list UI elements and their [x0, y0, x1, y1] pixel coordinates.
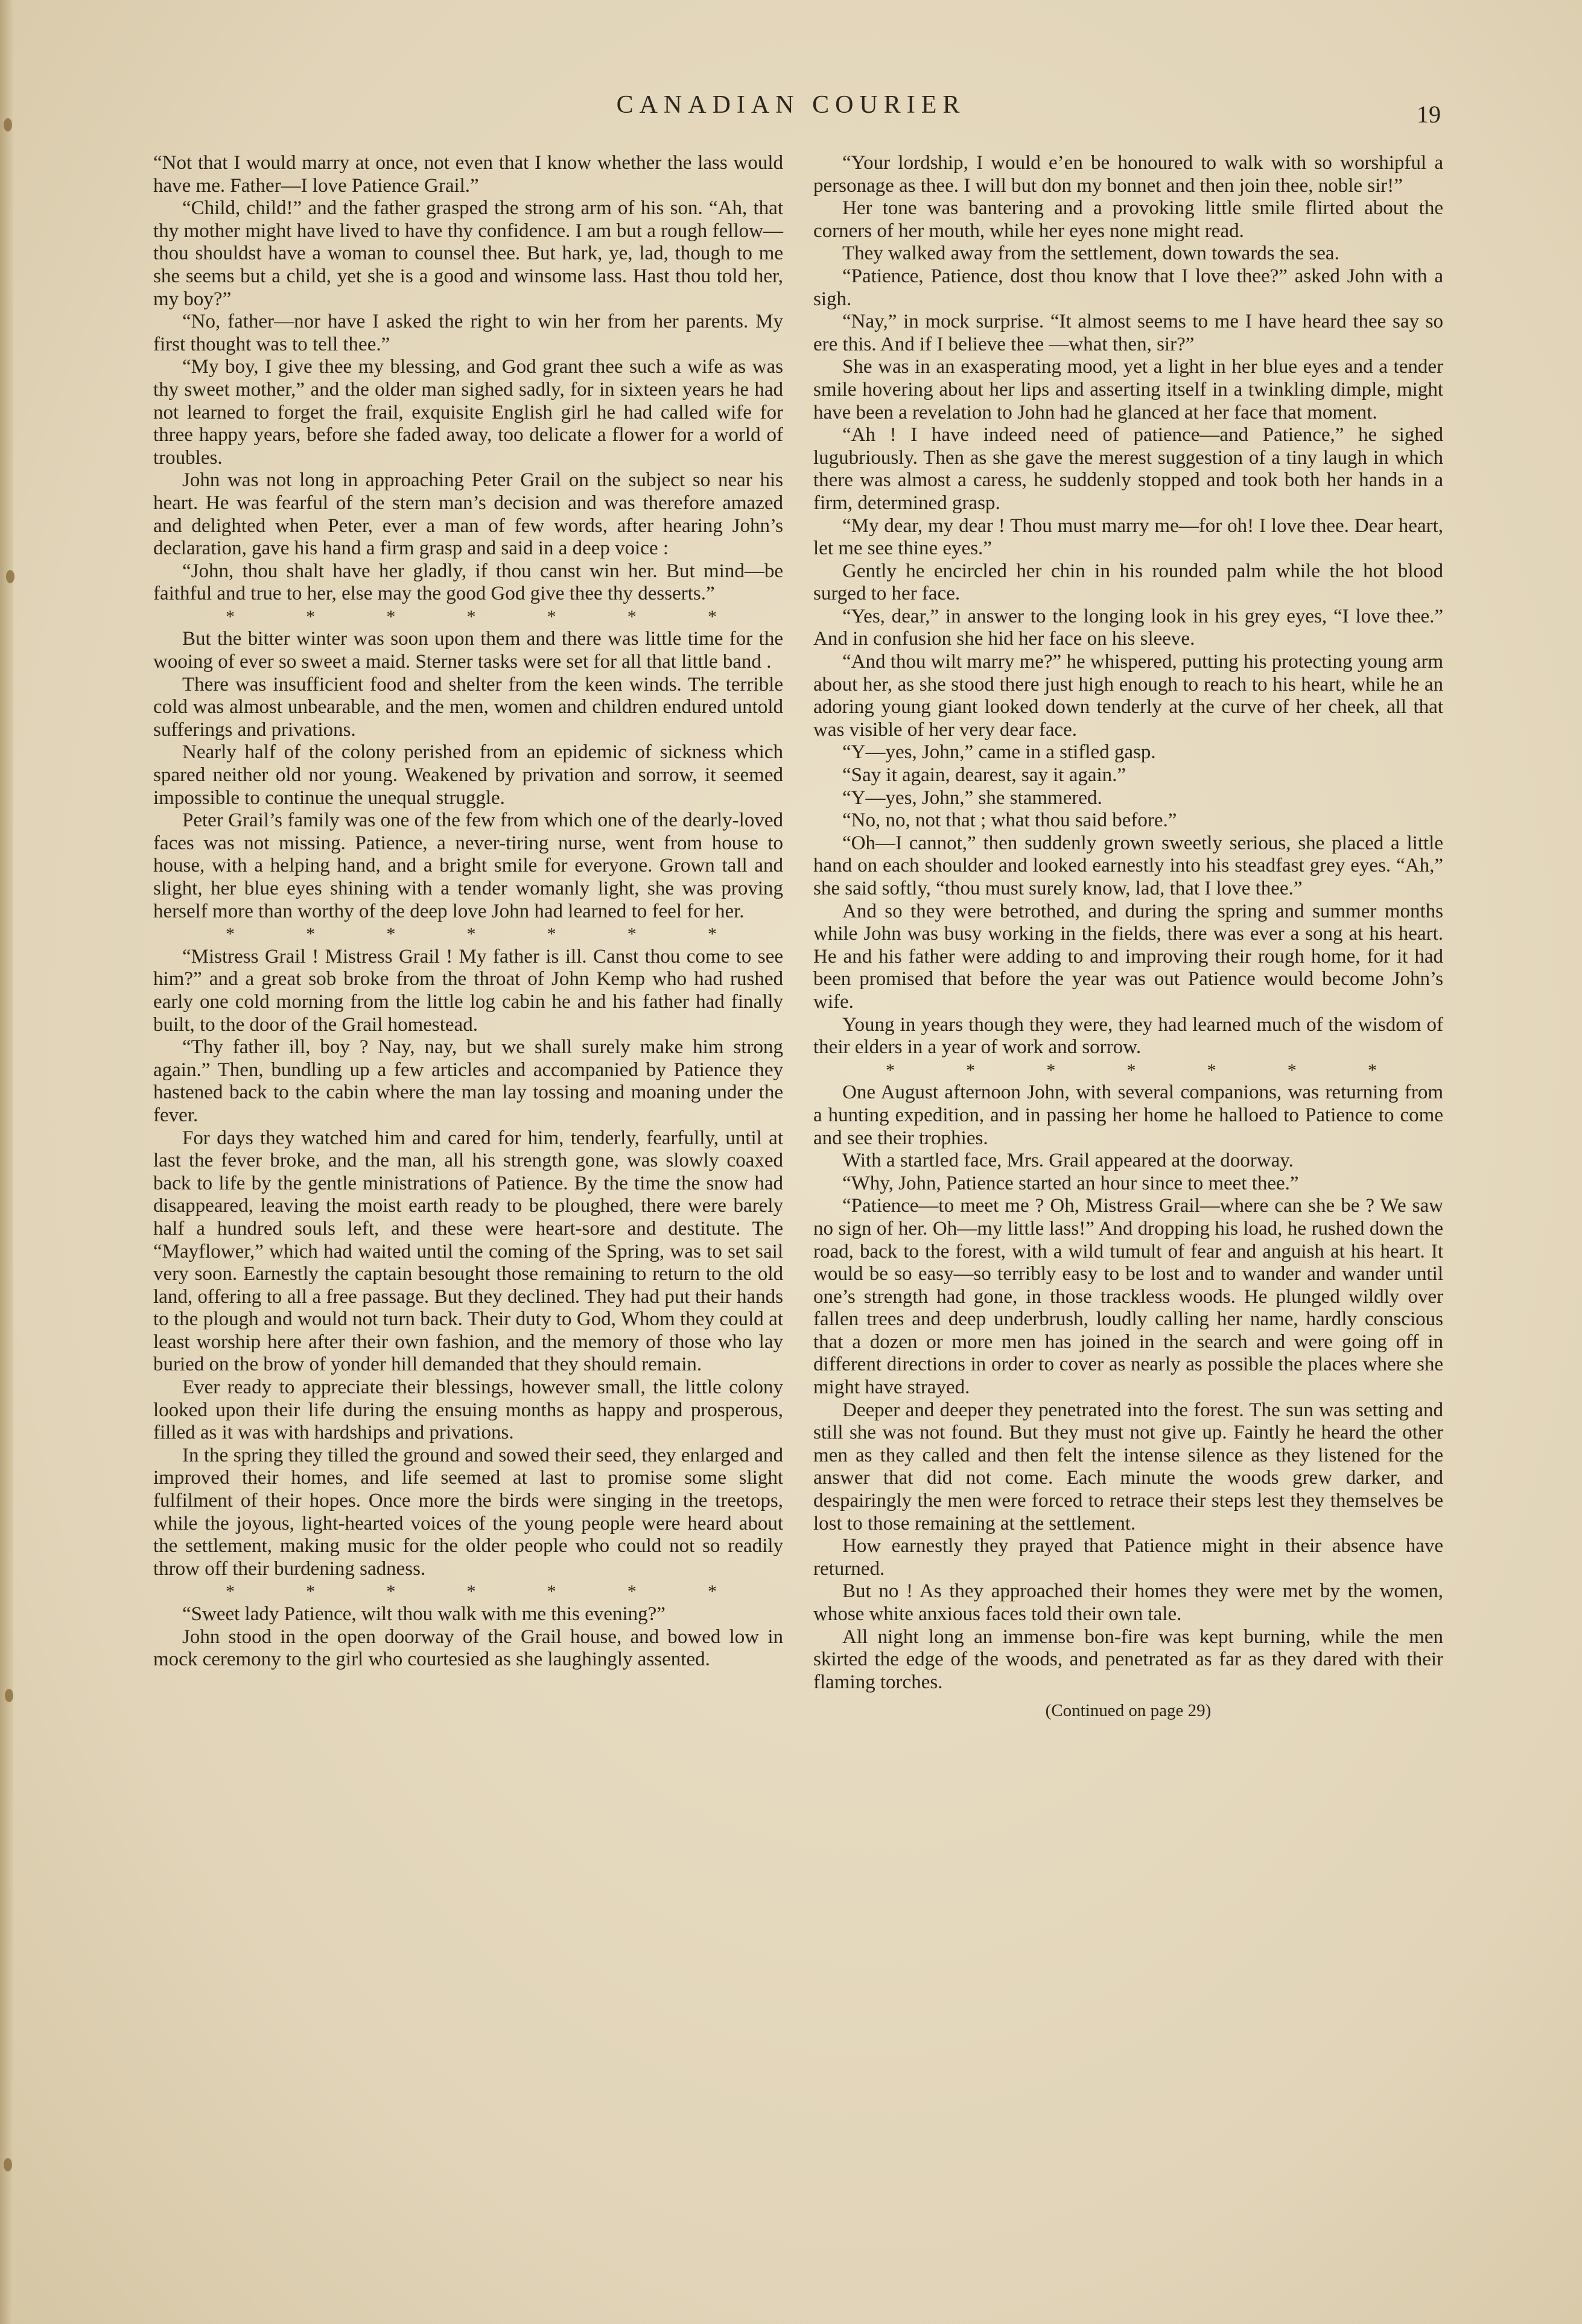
paragraph: Deeper and deeper they penetrated into the forest. The sun was setting and still she was not found. But they must not give up. Faintly he heard the other men as they called and then felt the intense silence as they listened for the answer that did not come. Each minute the woods grew darker, and despairingly the men were forced to retrace their steps lest they themselves be lost to those remaining at the settlement.: [813, 1399, 1443, 1534]
paragraph: “My dear, my dear ! Thou must marry me—for oh! I love thee. Dear heart, let me see thine eyes.”: [813, 515, 1443, 560]
paragraph: “Oh—I cannot,” then suddenly grown sweetly serious, she placed a little hand on each shoulder and looked earnestly into his steadfast grey eyes. “Ah,” she said softly, “thou must surely know, lad, that I love thee.”: [813, 832, 1443, 899]
paragraph: One August afternoon John, with several companions, was returning from a hunting expedition, and in passing her home he halloed to Patience to come and see their trophies.: [813, 1081, 1443, 1149]
paragraph: Ever ready to appreciate their blessings, however small, the little colony looked upon their life during the ensuing months as happy and prosperous, filled as it was with hardships and privations.: [153, 1376, 783, 1444]
paragraph: In the spring they tilled the ground and sowed their seed, they enlarged and improved their homes, and life seemed at last to promise some slight fulfilment of their hopes. Once more the birds were singing in the treetops, while the joyous, light-hearted voices of the young people were heard about the settlement, making music for the older people who could not so readily throw off their burdening sadness.: [153, 1444, 783, 1580]
paragraph: And so they were betrothed, and during the spring and summer months while John was busy working in the fields, there was ever a song at his heart. He and his father were adding to and improving their rough home, for it had been promised that before the year was out Patience would become John’s wife.: [813, 900, 1443, 1013]
paragraph: John stood in the open doorway of the Grail house, and bowed low in mock ceremony to the girl who courtesied as she laughingly assented.: [153, 1626, 783, 1671]
paragraph: But no ! As they approached their homes they were met by the women, whose white anxious faces told their own tale.: [813, 1580, 1443, 1625]
binding-mark: [4, 118, 12, 131]
page-number: 19: [1417, 101, 1441, 128]
binding-mark: [5, 1689, 13, 1702]
section-break: * * * * * * *: [226, 1582, 717, 1602]
paragraph: She was in an exasperating mood, yet a light in her blue eyes and a tender smile hovering about her lips and asserting itself in a twinkling dimple, might have been a revelation to John had he glanced at her face that moment.: [813, 356, 1443, 423]
paragraph: “Patience, Patience, dost thou know that I love thee?” asked John with a sigh.: [813, 265, 1443, 310]
paragraph: “No, father—nor have I asked the right to win her from her parents. My first thought was to tell thee.”: [153, 311, 783, 355]
paragraph: Young in years though they were, they had learned much of the wisdom of their elders in a year of work and sorrow.: [813, 1013, 1443, 1059]
paragraph: John was not long in approaching Peter Grail on the subject so near his heart. He was fearful of the stern man’s decision and was therefore amazed and delighted when Peter, ever a man of few words, after hearing John’s declaration, gave his hand a firm grasp and said in a deep voice :: [153, 469, 783, 560]
paragraph: “Ah ! I have indeed need of patience—and Patience,” he sighed lugubriously. Then as she gave the merest suggestion of a tiny laugh in which there was almost a caress, he suddenly stopped and took both her hands in a firm, determined grasp.: [813, 424, 1443, 514]
paragraph: “Thy father ill, boy ? Nay, nay, but we shall surely make him strong again.” Then, bundling up a few articles and accompanied by Patience they hastened back to the cabin where the man lay tossing and moaning under the fever.: [153, 1036, 783, 1126]
paragraph: There was insufficient food and shelter from the keen winds. The terrible cold was almost unbearable, and the men, women and children endured untold sufferings and privations.: [153, 673, 783, 741]
paragraph: Peter Grail’s family was one of the few from which one of the dearly-loved faces was not missing. Patience, a never-tiring nurse, went from house to house, with a helping hand, and a bright smile for everyone. Grown tall and slight, her blue eyes shining with a tender womanly light, she was proving herself more than worthy of the deep love John had learned to feel for her.: [153, 809, 783, 922]
paragraph: “Sweet lady Patience, wilt thou walk with me this evening?”: [182, 1603, 666, 1625]
paragraph: Her tone was bantering and a provoking little smile flirted about the corners of her mouth, while her eyes none might read.: [813, 197, 1443, 242]
paragraph: With a startled face, Mrs. Grail appeared at the doorway.: [842, 1150, 1294, 1172]
paragraph: “Patience—to meet me ? Oh, Mistress Grail—where can she be ? We saw no sign of her. Oh—my little lass!” And dropping his load, he rushed down the road, back to the forest, with a wild tumult of fear and anguish at his heart. It would be so easy—so terribly easy to be lost and to wander and wander until one’s strength had gone, in those trackless woods. He plunged wildly over fallen trees and deep underbrush, loudly calling her name, hardly conscious that a dozen or more men has joined in the search and were going off in different directions in order to cover as nearly as possible the places where she might have strayed.: [813, 1195, 1443, 1399]
paragraph: Nearly half of the colony perished from an epidemic of sickness which spared neither old nor young. Weakened by privation and sorrow, it seemed impossible to continue the unequal struggle.: [153, 741, 783, 809]
paragraph: “Y—yes, John,” came in a stifled gasp.: [842, 741, 1156, 764]
paragraph: “Why, John, Patience started an hour since to meet thee.”: [842, 1172, 1299, 1194]
paragraph: “Not that I would marry at once, not even that I know whether the lass would have me. Father—I love Patience Grail.”: [153, 152, 783, 197]
binding-mark: [4, 2158, 12, 2171]
paragraph: “Nay,” in mock surprise. “It almost seems to me I have heard thee say so ere this. And if I believe thee —what then, sir?”: [813, 311, 1443, 355]
paragraph: All night long an immense bon-fire was kept burning, while the men skirted the edge of the woods, and penetrated as far as they dared with their flaming torches.: [813, 1626, 1443, 1693]
paragraph: “Your lordship, I would e’en be honoured to walk with so worshipful a personage as thee. I will but don my bonnet and then join thee, noble sir!”: [813, 152, 1443, 197]
paragraph: “And thou wilt marry me?” he whispered, putting his protecting young arm about her, as she stood there just high enough to reach to his heart, while he an adoring young giant looked down tenderly at the curve of her cheek, all that was visible of her very dear face.: [813, 651, 1443, 741]
paragraph: “Yes, dear,” in answer to the longing look in his grey eyes, “I love thee.” And in confusion she hid her face on his sleeve.: [813, 605, 1443, 650]
page-binding-edge: [0, 0, 13, 2324]
paragraph: “John, thou shalt have her gladly, if thou canst win her. But mind—be faithful and true to her, else may the good God give thee thy desserts.”: [153, 560, 783, 605]
masthead: CANADIAN COURIER: [616, 91, 966, 119]
paragraph: “Mistress Grail ! Mistress Grail ! My father is ill. Canst thou come to see him?” and a great sob broke from the throat of John Kemp who had rushed early one cold morning from the little log cabin he and his father had finally built, to the door of the Grail homestead.: [153, 945, 783, 1036]
right-column: [813, 152, 1443, 1723]
paragraph: “My boy, I give thee my blessing, and God grant thee such a wife as was thy sweet mother,” and the older man sighed sadly, for in sixteen years he had not learned to forget the frail, exquisite English girl he had called wife for three happy years, before she faded away, too delicate a flower for a world of troubles.: [153, 356, 783, 469]
binding-mark: [6, 570, 14, 583]
paragraph: They walked away from the settlement, down towards the sea.: [842, 242, 1339, 265]
continued-notice: (Continued on page 29): [1045, 1701, 1212, 1721]
paragraph: “No, no, not that ; what thou said before.”: [842, 809, 1177, 832]
paragraph: “Child, child!” and the father grasped the strong arm of his son. “Ah, that thy mother might have lived to have thy confidence. I am but a rough fellow—thou shouldst have a woman to counsel thee. But hark, ye, lad, though to me she seems but a child, yet she is a good and winsome lass. Hast thou told her, my boy?”: [153, 197, 783, 310]
paragraph: Gently he encircled her chin in his rounded palm while the hot blood surged to her face.: [813, 560, 1443, 605]
paragraph: How earnestly they prayed that Patience might in their absence have returned.: [813, 1535, 1443, 1580]
section-break: * * * * * * *: [226, 606, 717, 627]
paragraph: For days they watched him and cared for him, tenderly, fearfully, until at last the fever broke, and the man, all his strength gone, was slowly coaxed back to life by the gentle ministrations of Patience. By the time the snow had disappeared, leaving the moist earth ready to be ploughed, there were barely half a hundred souls left, and these were heart-sore and destitute. The “Mayflower,” which had waited until the coming of the Spring, was to set sail very soon. Earnestly the captain besought those remaining to return to the old land, offering to all a free passage. But they declined. They had put their hands to the plough and would not turn back. Their duty to God, Whom they could at least worship here after their own fashion, and the memory of those who lay buried on the brow of yonder hill demanded that they should remain.: [153, 1127, 783, 1376]
paragraph: “Y—yes, John,” she stammered.: [842, 787, 1102, 809]
paragraph: “Say it again, dearest, say it again.”: [842, 764, 1126, 787]
left-column: [153, 152, 783, 1671]
section-break: * * * * * * *: [226, 924, 717, 945]
paragraph: But the bitter winter was soon upon them and there was little time for the wooing of ever so sweet a maid. Sterner tasks were set for all that little band .: [153, 628, 783, 673]
section-break: * * * * * * *: [886, 1060, 1377, 1080]
